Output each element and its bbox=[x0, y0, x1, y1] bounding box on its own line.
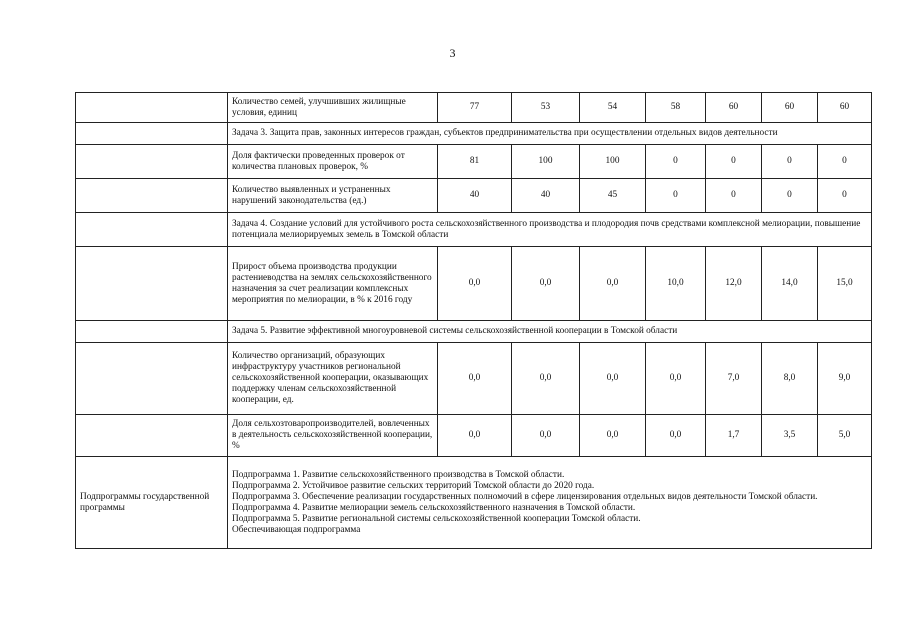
indicator-value: 0,0 bbox=[512, 415, 580, 457]
indicator-row bbox=[76, 343, 872, 415]
empty-label-cell bbox=[76, 145, 228, 179]
indicator-value: 60 bbox=[818, 93, 872, 123]
indicator-value: 0,0 bbox=[438, 415, 512, 457]
indicator-value: 53 bbox=[512, 93, 580, 123]
empty-label-cell bbox=[76, 343, 228, 415]
indicator-value: 0,0 bbox=[646, 415, 706, 457]
indicator-value: 0 bbox=[818, 179, 872, 213]
indicator-value: 0,0 bbox=[646, 343, 706, 415]
indicator-name: Количество выявленных и устраненных нарушений законодательства (ед.) bbox=[228, 179, 438, 213]
indicator-name: Прирост объема производства продукции растениеводства на землях сельскохозяйственного назначения за счет реализации комплексных мероприятия по мелиорации, в % к 2016 году bbox=[228, 247, 438, 321]
indicator-value: 81 bbox=[438, 145, 512, 179]
indicator-value: 0 bbox=[706, 179, 762, 213]
subprogram-item: Подпрограмма 2. Устойчивое развитие сельских территорий Томской области до 2020 года. bbox=[232, 480, 595, 491]
subprogram-item: Подпрограмма 3. Обеспечение реализации государственных полномочий в сфере лицензирования отдельных видов деятельности Томской области. bbox=[232, 491, 818, 502]
empty-label-cell bbox=[76, 93, 228, 123]
indicator-value: 0 bbox=[818, 145, 872, 179]
indicator-value: 0,0 bbox=[438, 343, 512, 415]
indicator-value: 0,0 bbox=[512, 343, 580, 415]
indicator-value: 100 bbox=[580, 145, 646, 179]
task-title: Задача 4. Создание условий для устойчивого роста сельскохозяйственного производства и плодородия почв средствами комплексной мелиорации, повышение потенциала мелиорируемых земель в Томской области bbox=[228, 213, 872, 247]
task-row bbox=[76, 213, 872, 247]
task-title: Задача 5. Развитие эффективной многоуровневой системы сельскохозяйственной кооперации в Томской области bbox=[228, 321, 872, 343]
indicator-row bbox=[76, 145, 872, 179]
indicator-value: 40 bbox=[512, 179, 580, 213]
empty-label-cell bbox=[76, 179, 228, 213]
table-body bbox=[76, 93, 872, 549]
subprogram-item: Подпрограмма 1. Развитие сельскохозяйственного производства в Томской области. bbox=[232, 469, 565, 480]
task-title: Задача 3. Защита прав, законных интересов граждан, субъектов предпринимательства при осуществлении отдельных видов деятельности bbox=[228, 123, 872, 145]
indicator-value: 5,0 bbox=[818, 415, 872, 457]
indicator-value: 1,7 bbox=[706, 415, 762, 457]
indicator-value: 0 bbox=[706, 145, 762, 179]
indicator-value: 15,0 bbox=[818, 247, 872, 321]
indicator-value: 0,0 bbox=[512, 247, 580, 321]
page-number: 3 bbox=[449, 46, 456, 60]
indicator-value: 8,0 bbox=[762, 343, 818, 415]
indicator-value: 12,0 bbox=[706, 247, 762, 321]
task-row bbox=[76, 123, 872, 145]
indicator-row bbox=[76, 247, 872, 321]
empty-label-cell bbox=[76, 415, 228, 457]
indicator-value: 9,0 bbox=[818, 343, 872, 415]
empty-label-cell bbox=[76, 123, 228, 145]
indicator-value: 0,0 bbox=[580, 415, 646, 457]
subprogram-item: Подпрограмма 4. Развитие мелиорации земель сельскохозяйственного назначения в Томской области. bbox=[232, 502, 636, 513]
indicator-value: 54 bbox=[580, 93, 646, 123]
indicator-name: Количество организаций, образующих инфраструктуру участников региональной сельскохозяйственной кооперации, оказывающих поддержку членам сельскохозяйственной кооперации, ед. bbox=[228, 343, 438, 415]
indicator-name: Доля сельхозтоваропроизводителей, вовлеченных в деятельность сельскохозяйственной кооперации, % bbox=[228, 415, 438, 457]
indicator-value: 0,0 bbox=[438, 247, 512, 321]
empty-label-cell bbox=[76, 213, 228, 247]
passport-table bbox=[75, 92, 872, 549]
subprogram-item: Обеспечивающая подпрограмма bbox=[232, 524, 361, 535]
indicator-value: 10,0 bbox=[646, 247, 706, 321]
indicator-row bbox=[76, 179, 872, 213]
subprogram-item: Подпрограмма 5. Развитие региональной системы сельскохозяйственной кооперации Томской области. bbox=[232, 513, 641, 524]
indicator-value: 60 bbox=[706, 93, 762, 123]
indicator-value: 0 bbox=[646, 145, 706, 179]
subprograms-row bbox=[76, 457, 872, 549]
indicator-row bbox=[76, 415, 872, 457]
indicator-value: 45 bbox=[580, 179, 646, 213]
indicator-name: Количество семей, улучшивших жилищные условия, единиц bbox=[228, 93, 438, 123]
indicator-value: 100 bbox=[512, 145, 580, 179]
indicator-value: 0,0 bbox=[580, 247, 646, 321]
indicator-value: 0 bbox=[646, 179, 706, 213]
empty-label-cell bbox=[76, 247, 228, 321]
indicator-value: 3,5 bbox=[762, 415, 818, 457]
subprograms-label: Подпрограммы государственной программы bbox=[76, 457, 228, 549]
indicator-value: 77 bbox=[438, 93, 512, 123]
subprograms-list bbox=[228, 457, 872, 549]
indicator-value: 40 bbox=[438, 179, 512, 213]
indicator-value: 0 bbox=[762, 145, 818, 179]
indicator-value: 7,0 bbox=[706, 343, 762, 415]
indicator-value: 14,0 bbox=[762, 247, 818, 321]
indicator-value: 60 bbox=[762, 93, 818, 123]
indicator-value: 0,0 bbox=[580, 343, 646, 415]
empty-label-cell bbox=[76, 321, 228, 343]
indicator-row bbox=[76, 93, 872, 123]
indicator-name: Доля фактически проведенных проверок от количества плановых проверок, % bbox=[228, 145, 438, 179]
indicator-value: 0 bbox=[762, 179, 818, 213]
indicator-value: 58 bbox=[646, 93, 706, 123]
task-row bbox=[76, 321, 872, 343]
